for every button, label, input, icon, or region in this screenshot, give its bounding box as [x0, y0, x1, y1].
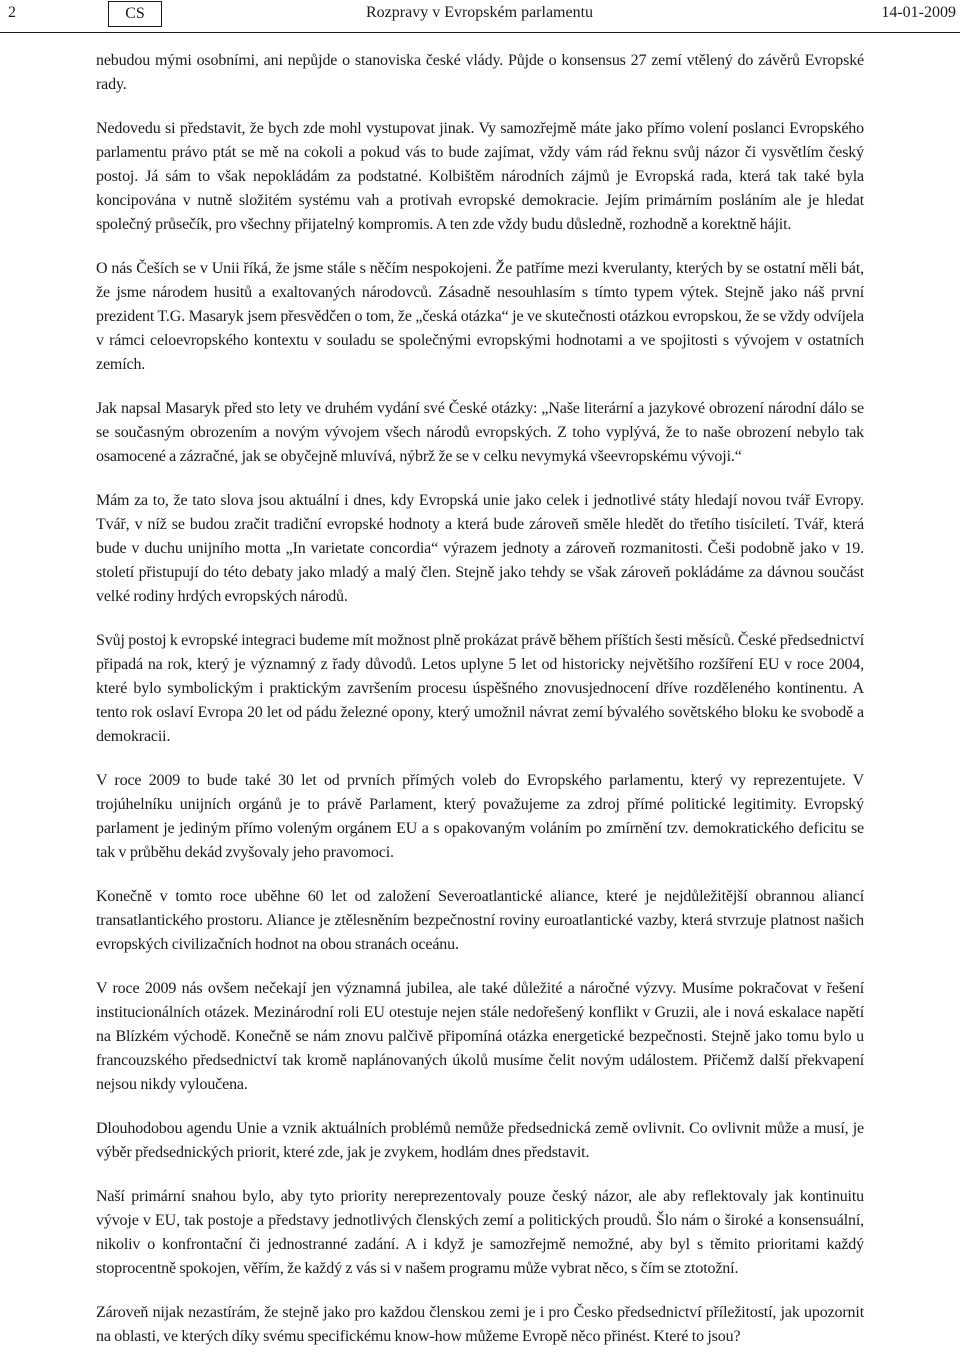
paragraph: Dlouhodobou agendu Unie a vznik aktuálních problémů nemůže předsednická země ovlivnit. Co ovlivnit může a musí, je výběr předsednických priorit, které zde, jak je zvykem, hodlám dnes představit. — [96, 1120, 864, 1161]
header-divider — [0, 32, 960, 33]
paragraph: V roce 2009 to bude také 30 let od prvních přímých voleb do Evropského parlamentu, který vy reprezentujete. V trojúhelníku unijních orgánů je to právě Parlament, který považujeme za zdroj přímé politické legitimity. Evropský parlament je jediným přímo voleným orgánem EU a s opakovaným voláním po zmírnění tzv. demokratického deficitu se tak v průběhu dekád zvyšovaly jeho pravomoci. — [96, 772, 864, 861]
paragraph: Naší primární snahou bylo, aby tyto priority nereprezentovaly pouze český názor, ale aby reflektovaly jak kontinuitu vývoje v EU, tak postoje a představy jednotlivých členských zemí a politických proudů. Šlo nám o široké a konsensuální, nikoliv o konfrontační či jednostranné zadání. A i když je samozřejmě nemožné, aby byl s těmito prioritami každý stoprocentně spokojen, věřím, že každý z vás si v našem programu může vybrat něco, s čím se ztotožní. — [96, 1188, 864, 1277]
paragraph: nebudou mými osobními, ani nepůjde o stanoviska české vlády. Půjde o konsensus 27 zemí vtělený do závěrů Evropské rady. — [96, 52, 864, 93]
paragraph: Nedovedu si představit, že bych zde mohl vystupovat jinak. Vy samozřejmě máte jako přímo volení poslanci Evropského parlamentu právo ptát se mě na cokoli a pokud vás to bude zajímat, vždy vám rád řeknu svůj názor či vysvětlím český postoj. Já sám to však nepokládám za podstatné. Kolbištěm národních zájmů je Evropská rada, která tak také byla koncipována v nutně složitém systému vah a protivah evropské demokracie. Jejím primárním posláním ale je hledat společný průsečík, pro všechny přijatelný kompromis. A ten zde vždy budu důsledně, rozhodně a korektně hájit. — [96, 120, 864, 233]
publication-date: 14-01-2009 — [881, 4, 956, 21]
publication-title: Rozpravy v Evropském parlamentu — [366, 4, 594, 21]
paragraph: V roce 2009 nás ovšem nečekají jen významná jubilea, ale také důležité a náročné výzvy. Musíme pokračovat v řešení institucionálních otázek. Mezinárodní roli EU otestuje nejen stále nedořešený konflikt v Gruzii, ale i nová eskalace napětí na Blízkém východě. Konečně se nám znovu palčivě připomíná otázka energetické bezpečnosti. Stejně jako tomu bylo u francouzského předsednictví tak kromě naplánovaných úkolů musíme čelit novým událostem. Přičemž další překvapení nejsou nikdy vyloučena. — [96, 980, 864, 1093]
paragraph: O nás Češích se v Unii říká, že jsme stále s něčím nespokojeni. Že patříme mezi kverulanty, kterých by se ostatní měli bát, že jsme národem husitů a exaltovaných národovců. Zásadně nesouhlasím s tímto typem výtek. Stejně jako náš první prezident T.G. Masaryk jsem přesvědčen o tom, že „česká otázka“ je ve skutečnosti otázkou evropskou, že se vždy odvíjela v rámci celoevropského kontextu v souladu se společnými evropskými hodnotami a ve spojitosti s vývojem v ostatních zemích. — [96, 260, 864, 373]
paragraph: Konečně v tomto roce uběhne 60 let od založení Severoatlantické aliance, které je nejdůležitější obrannou aliancí transatlantického prostoru. Aliance je ztělesněním bezpečnostní roviny euroatlantické vazby, která stvrzuje platnost našich evropských civilizačních hodnot na obou stranách oceánu. — [96, 888, 864, 953]
page-header — [0, 0, 960, 30]
document-body — [96, 49, 864, 1369]
page-number: 2 — [8, 4, 16, 21]
language-code-box: CS — [108, 1, 162, 27]
paragraph: Mám za to, že tato slova jsou aktuální i dnes, kdy Evropská unie jako celek i jednotlivé státy hledají novou tvář Evropy. Tvář, v níž se budou zračit tradiční evropské hodnoty a která bude zároveň směle hledět do třetího tisíciletí. Tvář, která bude v duchu unijního motta „In varietate concordia“ výrazem jednoty a zároveň rozmanitosti. Češi podobně jako v 19. století přistupují do této debaty jako mladý a malý člen. Stejně jako tehdy se však zároveň pokládáme za dávnou součást velké rodiny hrdých evropských národů. — [96, 492, 864, 605]
paragraph: Svůj postoj k evropské integraci budeme mít možnost plně prokázat právě během příštích šesti měsíců. České předsednictví připadá na rok, který je významný z řady důvodů. Letos uplyne 5 let od historicky největšího rozšíření EU v roce 2004, které bylo symbolickým i praktickým završením procesu úspěšného znovusjednocení dříve rozděleného kontinentu. A tento rok oslaví Evropa 20 let od pádu železné opony, který umožnil návrat zemí bývalého sovětského bloku ke svobodě a demokracii. — [96, 632, 864, 745]
paragraph: Jak napsal Masaryk před sto lety ve druhém vydání své České otázky: „Naše literární a jazykové obrození národní dálo se se současným obrozením a novým vývojem všech národů evropských. Z toho vyplývá, že to naše obrození nebylo tak osamocené a zázračné, jak se obyčejně mluvívá, nýbrž že se v celku nevymyká všeevropskému vývoji.“ — [96, 400, 864, 465]
paragraph: Zároveň nijak nezastírám, že stejně jako pro každou členskou zemi je i pro Česko předsednictví příležitostí, jak upozornit na oblasti, ve kterých díky svému specifickému know-how můžeme Evropě něco přinést. Které to jsou? — [96, 1304, 864, 1345]
